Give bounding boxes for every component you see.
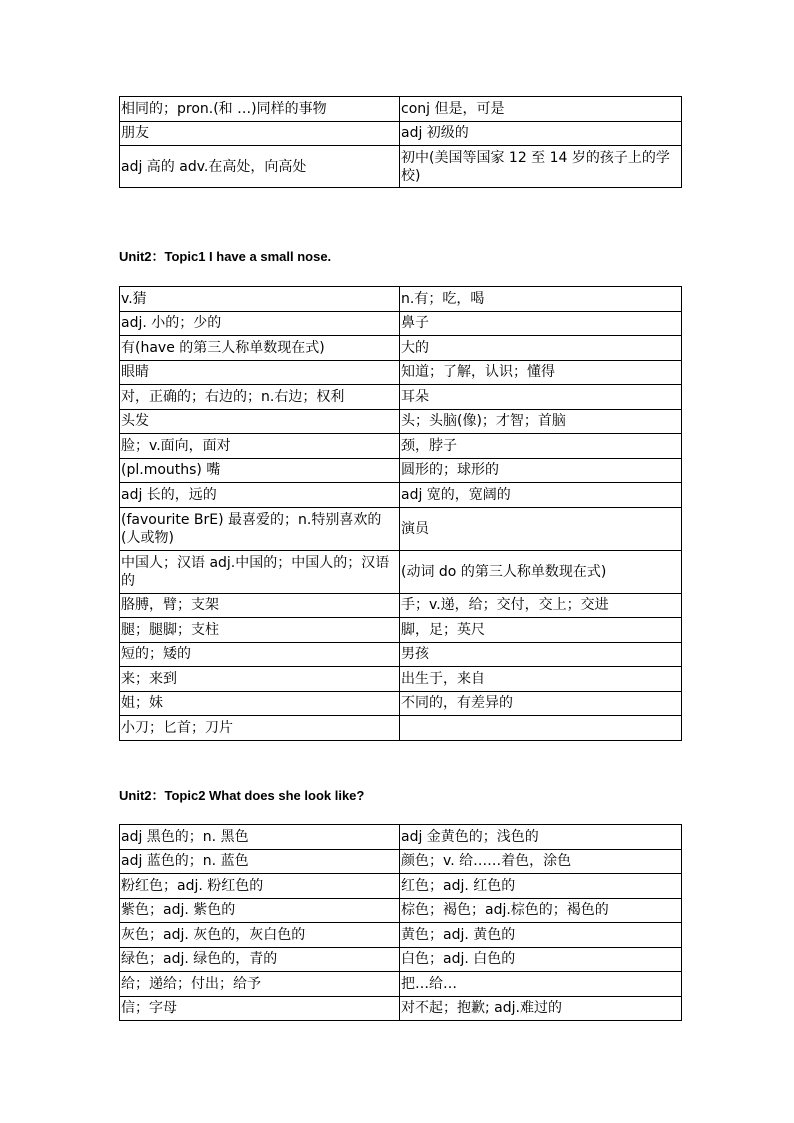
table-row bbox=[120, 972, 682, 997]
table-cell: 出生于，来自 bbox=[400, 667, 682, 692]
table-cell: 腿；腿脚；支柱 bbox=[120, 618, 400, 643]
table-row bbox=[120, 898, 682, 923]
table-cell: v.猜 bbox=[120, 287, 400, 312]
table-row bbox=[120, 849, 682, 874]
table-cell: adj 宽的，宽阔的 bbox=[400, 483, 682, 508]
table-cell: adj 蓝色的；n. 蓝色 bbox=[120, 849, 400, 874]
table-cell: 棕色；褐色；adj.棕色的；褐色的 bbox=[400, 898, 682, 923]
table-cell: adj 长的，远的 bbox=[120, 483, 400, 508]
table-cell: 小刀；匕首；刀片 bbox=[120, 716, 400, 741]
table-row bbox=[120, 409, 682, 434]
table-cell: 来；来到 bbox=[120, 667, 400, 692]
table-cell: n.有；吃，喝 bbox=[400, 287, 682, 312]
table-cell: 胳膊，臂；支架 bbox=[120, 593, 400, 618]
table-cell: 不同的，有差异的 bbox=[400, 691, 682, 716]
table-cell: 演员 bbox=[400, 507, 682, 550]
table-row bbox=[120, 287, 682, 312]
table-row bbox=[120, 483, 682, 508]
section-heading-unit2-topic2: Unit2：Topic2 What does she look like? bbox=[119, 788, 365, 803]
table-cell: 把…给… bbox=[400, 972, 682, 997]
table-cell: 颈，脖子 bbox=[400, 434, 682, 459]
table-row bbox=[120, 550, 682, 593]
table-cell: 手；v.递，给；交付，交上；交进 bbox=[400, 593, 682, 618]
table-cell: 黄色；adj. 黄色的 bbox=[400, 923, 682, 948]
table-cell: 圆形的；球形的 bbox=[400, 458, 682, 483]
table-cell: 姐；妹 bbox=[120, 691, 400, 716]
table-cell: 男孩 bbox=[400, 642, 682, 667]
table-cell: 大的 bbox=[400, 336, 682, 361]
table-cell: 脚，足；英尺 bbox=[400, 618, 682, 643]
table-row bbox=[120, 146, 682, 188]
table-cell: 中国人；汉语 adj.中国的；中国人的；汉语的 bbox=[120, 550, 400, 593]
table-row bbox=[120, 434, 682, 459]
table-cell: adj 高的 adv.在高处，向高处 bbox=[120, 146, 400, 188]
table-row bbox=[120, 947, 682, 972]
table-cell: adj. 小的；少的 bbox=[120, 311, 400, 336]
table-cell: 短的；矮的 bbox=[120, 642, 400, 667]
table-cell: 有(have 的第三人称单数现在式) bbox=[120, 336, 400, 361]
table-row bbox=[120, 996, 682, 1021]
section-heading-unit2-topic1: Unit2：Topic1 I have a small nose. bbox=[119, 249, 332, 264]
table-row bbox=[120, 874, 682, 899]
table-cell: 白色；adj. 白色的 bbox=[400, 947, 682, 972]
table-cell: conj 但是，可是 bbox=[400, 97, 682, 122]
table-cell: 粉红色；adj. 粉红色的 bbox=[120, 874, 400, 899]
table-cell: 鼻子 bbox=[400, 311, 682, 336]
vocab-table-unit2-topic2 bbox=[119, 824, 682, 1021]
vocab-table-unit2-topic1 bbox=[119, 286, 682, 741]
table-cell: 灰色；adj. 灰色的，灰白色的 bbox=[120, 923, 400, 948]
table-cell: adj 金黄色的；浅色的 bbox=[400, 825, 682, 850]
table-row bbox=[120, 593, 682, 618]
table-cell: 相同的；pron.(和 …)同样的事物 bbox=[120, 97, 400, 122]
table-cell: 眼睛 bbox=[120, 360, 400, 385]
table-row bbox=[120, 618, 682, 643]
table-cell: 对，正确的；右边的；n.右边；权利 bbox=[120, 385, 400, 410]
table-row bbox=[120, 360, 682, 385]
table-row bbox=[120, 507, 682, 550]
table-cell: (favourite BrE) 最喜爱的；n.特别喜欢的(人或物) bbox=[120, 507, 400, 550]
table-cell: 头发 bbox=[120, 409, 400, 434]
table-cell: 知道；了解，认识；懂得 bbox=[400, 360, 682, 385]
table-cell: 紫色；adj. 紫色的 bbox=[120, 898, 400, 923]
vocab-table-unit1 bbox=[119, 96, 682, 188]
table-row bbox=[120, 642, 682, 667]
table-row bbox=[120, 716, 682, 741]
table-row bbox=[120, 385, 682, 410]
table-row bbox=[120, 458, 682, 483]
table-row bbox=[120, 311, 682, 336]
table-row bbox=[120, 691, 682, 716]
table-row bbox=[120, 121, 682, 146]
table-cell: (pl.mouths) 嘴 bbox=[120, 458, 400, 483]
table-cell: adj 黑色的；n. 黑色 bbox=[120, 825, 400, 850]
table-cell: 颜色；v. 给……着色，涂色 bbox=[400, 849, 682, 874]
table-cell: (动词 do 的第三人称单数现在式) bbox=[400, 550, 682, 593]
table-cell: 脸；v.面向，面对 bbox=[120, 434, 400, 459]
table-row bbox=[120, 97, 682, 122]
table-row bbox=[120, 667, 682, 692]
table-cell: 头；头脑(像)；才智；首脑 bbox=[400, 409, 682, 434]
table-cell: 绿色；adj. 绿色的，青的 bbox=[120, 947, 400, 972]
table-cell: adj 初级的 bbox=[400, 121, 682, 146]
table-cell: 对不起；抱歉; adj.难过的 bbox=[400, 996, 682, 1021]
table-cell: 给；递给；付出；给予 bbox=[120, 972, 400, 997]
table-row bbox=[120, 336, 682, 361]
table-row bbox=[120, 825, 682, 850]
table-cell: 耳朵 bbox=[400, 385, 682, 410]
table-cell: 红色；adj. 红色的 bbox=[400, 874, 682, 899]
table-cell: 初中(美国等国家 12 至 14 岁的孩子上的学校) bbox=[400, 146, 682, 188]
table-row bbox=[120, 923, 682, 948]
table-cell: 朋友 bbox=[120, 121, 400, 146]
table-cell bbox=[400, 716, 682, 741]
table-cell: 信；字母 bbox=[120, 996, 400, 1021]
